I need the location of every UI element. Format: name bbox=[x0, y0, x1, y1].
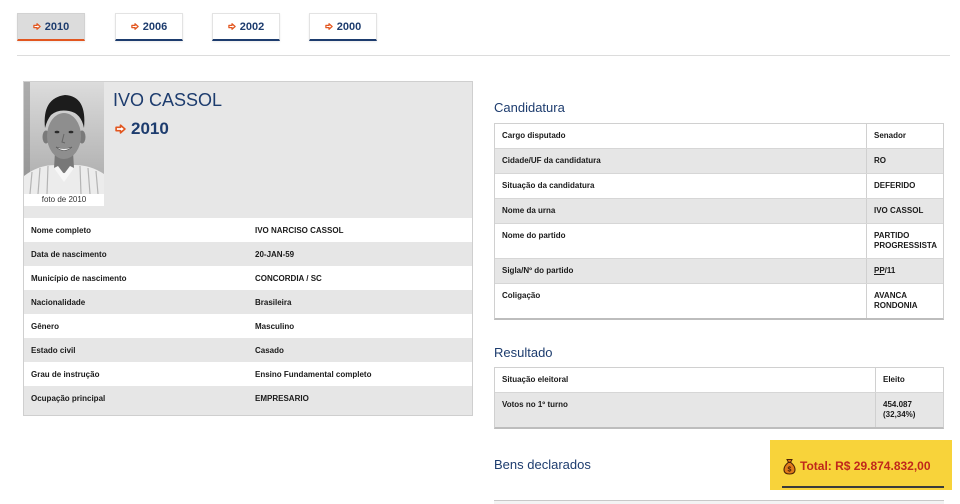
table-row bbox=[24, 386, 472, 410]
photo-frame bbox=[24, 82, 104, 206]
arrow-right-icon bbox=[115, 124, 126, 134]
row-value: 454.087 (32,34%) bbox=[883, 400, 916, 419]
party-link[interactable]: PP bbox=[874, 266, 885, 275]
assets-total: Total: R$ 29.874.832,00 bbox=[800, 459, 931, 473]
table-row bbox=[24, 314, 472, 338]
money-bag-icon bbox=[783, 458, 796, 475]
tab-2010[interactable] bbox=[17, 13, 85, 41]
table-row bbox=[495, 368, 943, 393]
row-label: Ocupação principal bbox=[31, 393, 106, 403]
tab-label: 2002 bbox=[239, 20, 265, 33]
table-row bbox=[495, 199, 943, 224]
row-value: 20-JAN-59 bbox=[255, 249, 295, 259]
tabs-divider bbox=[17, 55, 950, 56]
bens-heading: Bens declarados bbox=[494, 457, 591, 472]
resultado-table bbox=[494, 367, 944, 429]
row-value: CONCORDIA / SC bbox=[255, 273, 322, 283]
table-row bbox=[495, 124, 943, 149]
tab-label: 2010 bbox=[44, 20, 70, 33]
row-label: Nome do partido bbox=[495, 224, 867, 258]
row-label: Cidade/UF da candidatura bbox=[495, 149, 867, 173]
candidate-name: IVO CASSOL bbox=[113, 90, 223, 110]
tab-2000[interactable] bbox=[309, 13, 377, 41]
candidate-photo bbox=[24, 82, 104, 194]
row-value: PARTIDO PROGRESSISTA bbox=[874, 231, 937, 250]
candidatura-table bbox=[494, 123, 944, 320]
year-label: 2010 bbox=[131, 119, 169, 138]
row-label: Situação da candidatura bbox=[495, 174, 867, 198]
tab-label: 2006 bbox=[142, 20, 168, 33]
row-value: Eleito bbox=[883, 375, 905, 384]
row-label: Nome completo bbox=[31, 225, 92, 235]
row-value: AVANCA RONDONIA bbox=[874, 291, 918, 310]
row-label: Grau de instrução bbox=[31, 369, 100, 379]
row-value: IVO NARCISO CASSOL bbox=[255, 225, 344, 235]
candidate-profile-card bbox=[23, 81, 473, 416]
row-value: RO bbox=[874, 156, 886, 165]
row-value: EMPRESARIO bbox=[255, 393, 309, 403]
table-row bbox=[495, 393, 943, 427]
table-row bbox=[24, 362, 472, 386]
row-value: Casado bbox=[255, 345, 284, 355]
row-value: Brasileira bbox=[255, 297, 292, 307]
table-row bbox=[495, 149, 943, 174]
party-number: /11 bbox=[884, 266, 896, 275]
row-value: Ensino Fundamental completo bbox=[255, 369, 372, 379]
row-label: Município de nascimento bbox=[31, 273, 127, 283]
row-label: Estado civil bbox=[31, 345, 76, 355]
svg-text:$: $ bbox=[787, 466, 792, 474]
photo-caption: foto de 2010 bbox=[41, 195, 87, 204]
table-row bbox=[24, 242, 472, 266]
candidatura-heading: Candidatura bbox=[494, 100, 565, 115]
table-row bbox=[495, 284, 943, 318]
table-row bbox=[24, 290, 472, 314]
row-label: Cargo disputado bbox=[495, 124, 867, 148]
row-value bbox=[867, 259, 943, 283]
tab-label: 2000 bbox=[336, 20, 362, 33]
row-value: Masculino bbox=[255, 321, 295, 331]
row-label: Data de nascimento bbox=[31, 249, 107, 259]
assets-total-highlight bbox=[770, 440, 952, 490]
row-label: Coligação bbox=[495, 284, 867, 318]
tab-2002[interactable] bbox=[212, 13, 280, 41]
row-label: Nome da urna bbox=[495, 199, 867, 223]
table-row bbox=[495, 174, 943, 199]
arrow-right-icon bbox=[131, 23, 139, 30]
row-label: Situação eleitoral bbox=[495, 368, 876, 392]
table-row bbox=[24, 218, 472, 242]
arrow-right-icon bbox=[325, 23, 333, 30]
resultado-heading: Resultado bbox=[494, 345, 553, 360]
arrow-right-icon bbox=[228, 23, 236, 30]
total-underline bbox=[782, 486, 944, 488]
row-label: Nacionalidade bbox=[31, 297, 86, 307]
bens-table bbox=[494, 500, 944, 504]
table-row bbox=[24, 338, 472, 362]
personal-info-table bbox=[24, 218, 472, 410]
table-row bbox=[495, 224, 943, 259]
table-row bbox=[495, 259, 943, 284]
table-row bbox=[24, 266, 472, 290]
tab-2006[interactable] bbox=[115, 13, 183, 41]
row-label: Gênero bbox=[31, 321, 60, 331]
row-value: Senador bbox=[874, 131, 907, 140]
row-label: Sigla/Nº do partido bbox=[495, 259, 867, 283]
candidate-election-year bbox=[115, 119, 169, 139]
row-value: IVO CASSOL bbox=[874, 206, 924, 215]
row-value: DEFERIDO bbox=[874, 181, 916, 190]
arrow-right-icon bbox=[33, 23, 41, 30]
row-label: Votos no 1º turno bbox=[495, 393, 876, 427]
